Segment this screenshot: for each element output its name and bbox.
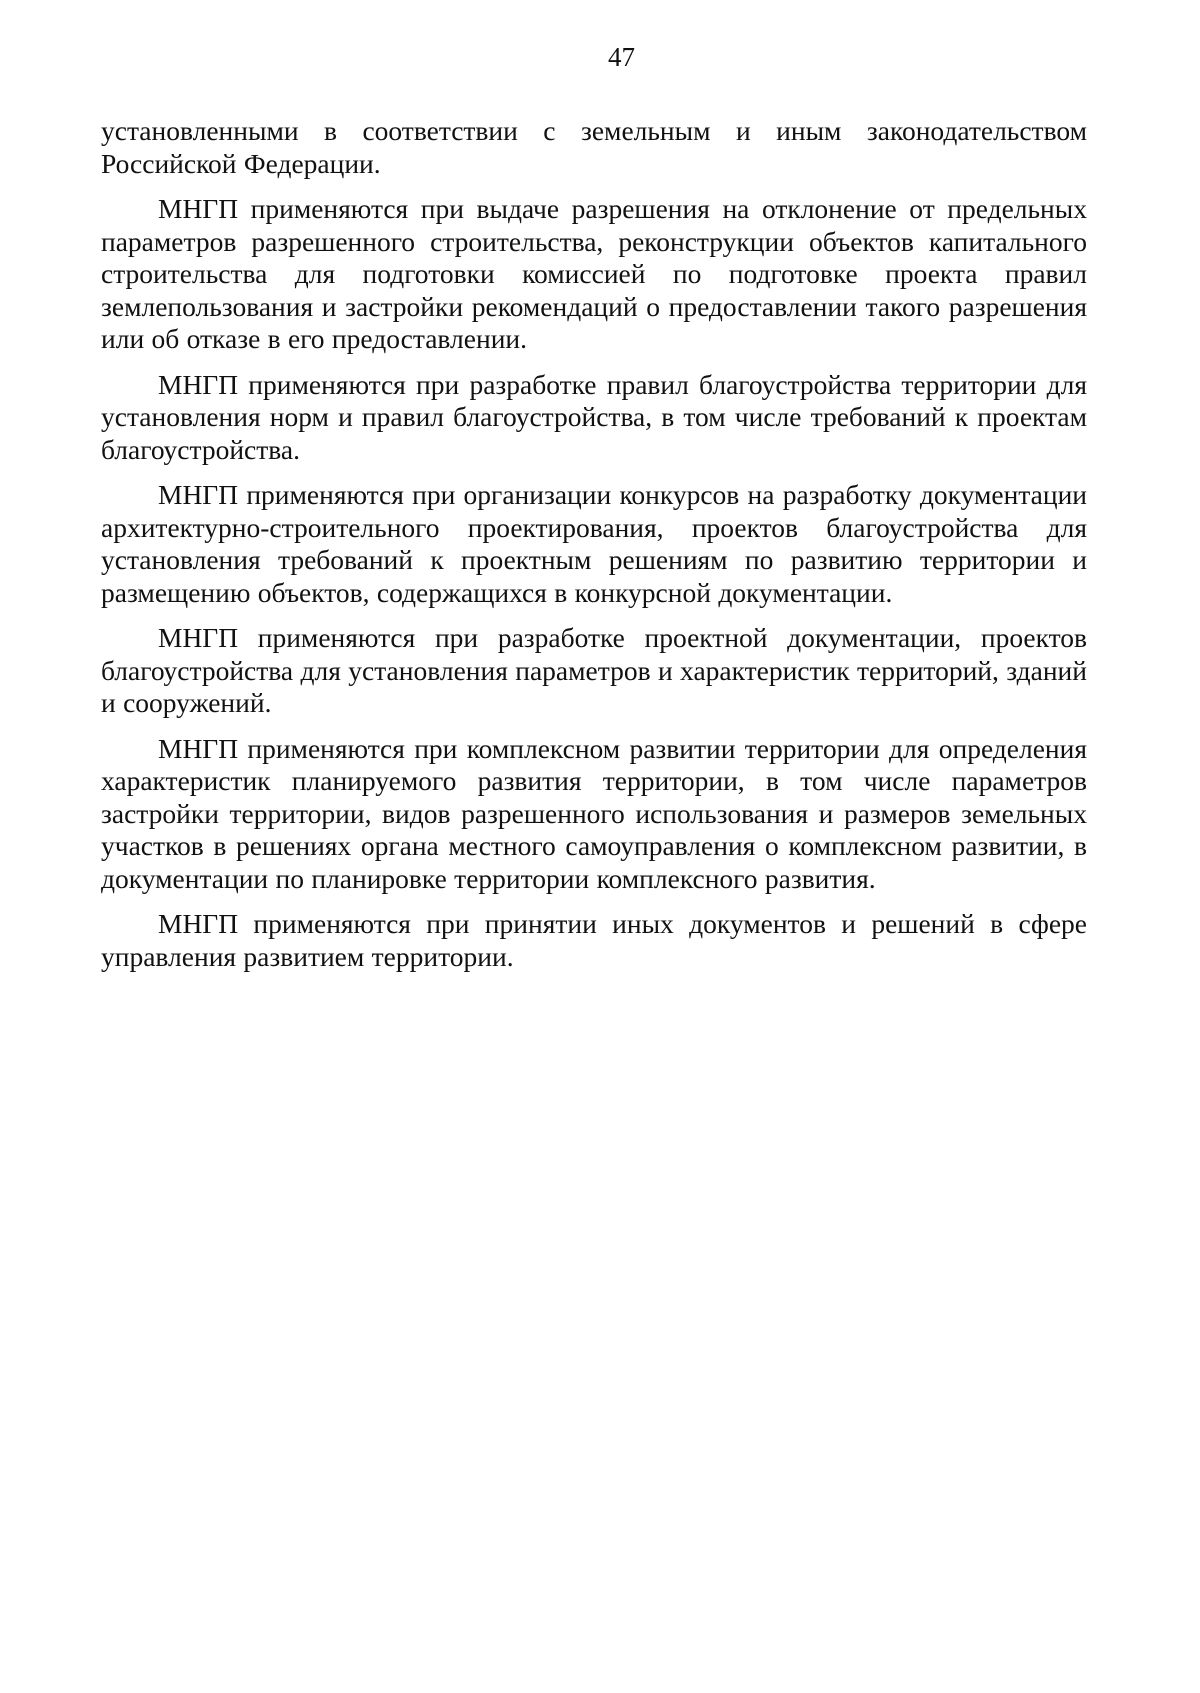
paragraph-landscaping-rules: МНГП применяются при разработке правил благоустройства территории для установления норм и правил благоустройства, в том числе требований к проектам благоустройства. bbox=[101, 368, 1087, 465]
page-number: 47 bbox=[608, 42, 635, 72]
paragraph-other-documents: МНГП применяются при принятии иных документов и решений в сфере управления развитием территории. bbox=[101, 908, 1087, 972]
document-body bbox=[101, 115, 1087, 986]
paragraph-competitions: МНГП применяются при организации конкурсов на разработку документации архитектурно-строительного проектирования, проектов благоустройства для установления требований к проектным решениям по развитию территории и размещению объектов, содержащихся в конкурсной документации. bbox=[101, 479, 1087, 608]
paragraph-continuation: установленными в соответствии с земельным и иным законодательством Российской Федерации. bbox=[101, 115, 1087, 179]
paragraph-deviation-permit: МНГП применяются при выдаче разрешения на отклонение от предельных параметров разрешенного строительства, реконструкции объектов капитального строительства для подготовки комиссией по подготовке проекта правил землепользования и застройки рекомендаций о предоставлении такого разрешения или об отказе в его предоставлении. bbox=[101, 193, 1087, 354]
paragraph-complex-development: МНГП применяются при комплексном развитии территории для определения характеристик планируемого развития территории, в том числе параметров застройки территории, видов разрешенного использования и размеров земельных участков в решениях органа местного самоуправления о комплексном развитии, в документации по планировке территории комплексного развития. bbox=[101, 732, 1087, 894]
paragraph-project-documentation: МНГП применяются при разработке проектной документации, проектов благоустройства для установления параметров и характеристик территорий, зданий и сооружений. bbox=[101, 622, 1087, 718]
